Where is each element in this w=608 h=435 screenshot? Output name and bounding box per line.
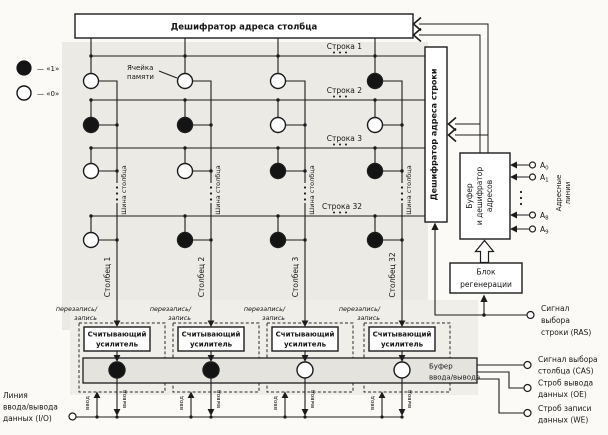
io-cell: [109, 362, 125, 378]
column-label: Столбец 3: [291, 256, 300, 298]
memory-cell: [178, 74, 193, 89]
regen-label: регенерации: [460, 280, 512, 289]
io-terminal: [69, 413, 76, 420]
in-label: ввод: [179, 396, 185, 410]
rewrite-label: перезапись/: [55, 305, 97, 313]
bus-label: Шина столбца: [405, 165, 413, 215]
svg-text:A0: $A_0$: [540, 161, 549, 172]
rewrite-label: запись: [74, 314, 97, 322]
oe-label: Строб вывода: [538, 378, 594, 388]
we-terminal: [524, 410, 531, 417]
io-cell: [394, 362, 410, 378]
memory-cell: [368, 74, 383, 89]
memory-cell: [368, 233, 383, 248]
oe-label: данных (OE): [538, 390, 587, 399]
row-address-decoder: [425, 47, 447, 222]
row-label: Строка 32: [321, 202, 362, 211]
out-label: вывод: [216, 389, 222, 409]
sense-amp-label: усилитель: [380, 340, 424, 349]
address-pin: [510, 161, 549, 172]
address-pin: [510, 225, 549, 236]
sense-amp-label: Считывающий: [87, 330, 147, 339]
io-cell: [297, 362, 313, 378]
io-buffer-label: Буфер: [429, 362, 453, 371]
rewrite-label: перезапись/: [243, 305, 285, 313]
rewrite-label: запись: [262, 314, 285, 322]
cell-callout-label: Ячейка: [127, 64, 154, 72]
memory-cell: [84, 164, 99, 179]
out-label: вывод: [122, 389, 128, 409]
bus-label: Шина столбца: [214, 165, 222, 215]
cell-callout-label: памяти: [127, 73, 154, 81]
address-pin: [510, 211, 549, 222]
legend: [17, 61, 59, 100]
address-buffer-label: и дешифратор: [475, 166, 484, 226]
svg-text:A1: $A_1$: [540, 173, 549, 184]
row-label: Строка 2: [326, 86, 362, 95]
out-label: вывод: [310, 389, 316, 409]
column-label: Столбец 1: [103, 256, 112, 298]
sense-amp-label: усилитель: [189, 340, 233, 349]
hollow-up-arrow-icon: [476, 241, 494, 263]
legend-zero-icon: [17, 86, 31, 100]
io-line-label: ввода/вывода: [3, 402, 58, 412]
ras-terminal: [527, 312, 534, 319]
sense-amp-label: усилитель: [283, 340, 327, 349]
pin-terminal: [530, 226, 536, 232]
column-label: Столбец 2: [197, 256, 206, 298]
memory-cell: [84, 74, 99, 89]
cas-label: столбца (CAS): [538, 366, 594, 376]
legend-zero-label: — «0»: [37, 90, 60, 98]
ras-label: строки (RAS): [541, 328, 592, 337]
cas-oe-we-wiring: [477, 362, 531, 417]
address-buffer-label: адресов: [485, 179, 494, 213]
io-buffer-label: ввода/вывода: [429, 373, 481, 382]
io-line-label: Линия: [3, 391, 28, 400]
sense-amp-1: [84, 327, 150, 351]
column-decoder-title: Дешифратор адреса столбца: [170, 22, 318, 33]
column-address-decoder: [75, 14, 413, 38]
ras-label: выбора: [541, 316, 570, 325]
legend-one-icon: [17, 61, 31, 75]
address-pins: [510, 161, 572, 236]
io-cell: [203, 362, 219, 378]
io-line-label: данных (I/O): [3, 414, 52, 423]
chevron-arrow-icon: [449, 129, 457, 142]
row-decoder-title: Дешифратор адреса строки: [429, 68, 439, 201]
io-data-line: [69, 413, 402, 420]
row-label: Строка 3: [326, 134, 362, 143]
legend-one-label: — «1»: [37, 65, 60, 73]
sense-amp-label: усилитель: [95, 340, 139, 349]
memory-cell: [271, 233, 286, 248]
memory-cell: [368, 164, 383, 179]
address-buffer-label: Буфер: [465, 183, 474, 209]
we-label: данных (WE): [538, 415, 589, 425]
column-label: Столбец 32: [388, 252, 397, 298]
sense-amp-4: [369, 327, 435, 351]
in-label: ввод: [273, 396, 279, 410]
in-label: ввод: [85, 396, 91, 410]
bus-label: Шина столбца: [308, 165, 316, 215]
address-lines-label: Адресные: [555, 174, 563, 212]
rewrite-label: перезапись/: [149, 305, 191, 313]
oe-terminal: [524, 385, 531, 392]
regeneration-block: [450, 241, 522, 294]
regen-label: Блок: [476, 267, 496, 277]
sense-amp-label: Считывающий: [372, 330, 432, 339]
sense-amp-2: [178, 327, 244, 351]
memory-cell: [84, 118, 99, 133]
cas-label: Сигнал выбора: [538, 355, 598, 364]
svg-text:A8: $A_8$: [540, 211, 549, 222]
cas-terminal: [524, 362, 531, 369]
pin-terminal: [530, 162, 536, 168]
ras-label: Сигнал: [541, 304, 570, 313]
out-label: вывод: [407, 389, 413, 409]
memory-cell: [368, 118, 383, 133]
in-label: ввод: [370, 396, 376, 410]
pin-terminal: [530, 212, 536, 218]
sense-amp-3: [272, 327, 338, 351]
memory-cell: [178, 118, 193, 133]
bus-label: Шина столбца: [120, 165, 128, 215]
memory-cell: [271, 118, 286, 133]
svg-text:A9: $A_9$: [540, 225, 549, 236]
memory-cell: [84, 233, 99, 248]
memory-cell: [271, 164, 286, 179]
rewrite-label: запись: [168, 314, 191, 322]
sense-amp-label: Считывающий: [275, 330, 335, 339]
memory-cell: [178, 164, 193, 179]
address-pin: [510, 173, 549, 184]
io-buffer-box: [83, 358, 477, 383]
rewrite-label: перезапись/: [338, 305, 380, 313]
row-label: Строка 1: [326, 42, 362, 51]
address-lines-label: линии: [564, 181, 572, 205]
address-buffer: [460, 153, 510, 239]
memory-cell: [178, 233, 193, 248]
sense-amp-label: Считывающий: [181, 330, 241, 339]
we-label: Строб записи: [538, 404, 592, 413]
memory-cell: [271, 74, 286, 89]
rewrite-label: запись: [357, 314, 380, 322]
pin-terminal: [530, 174, 536, 180]
